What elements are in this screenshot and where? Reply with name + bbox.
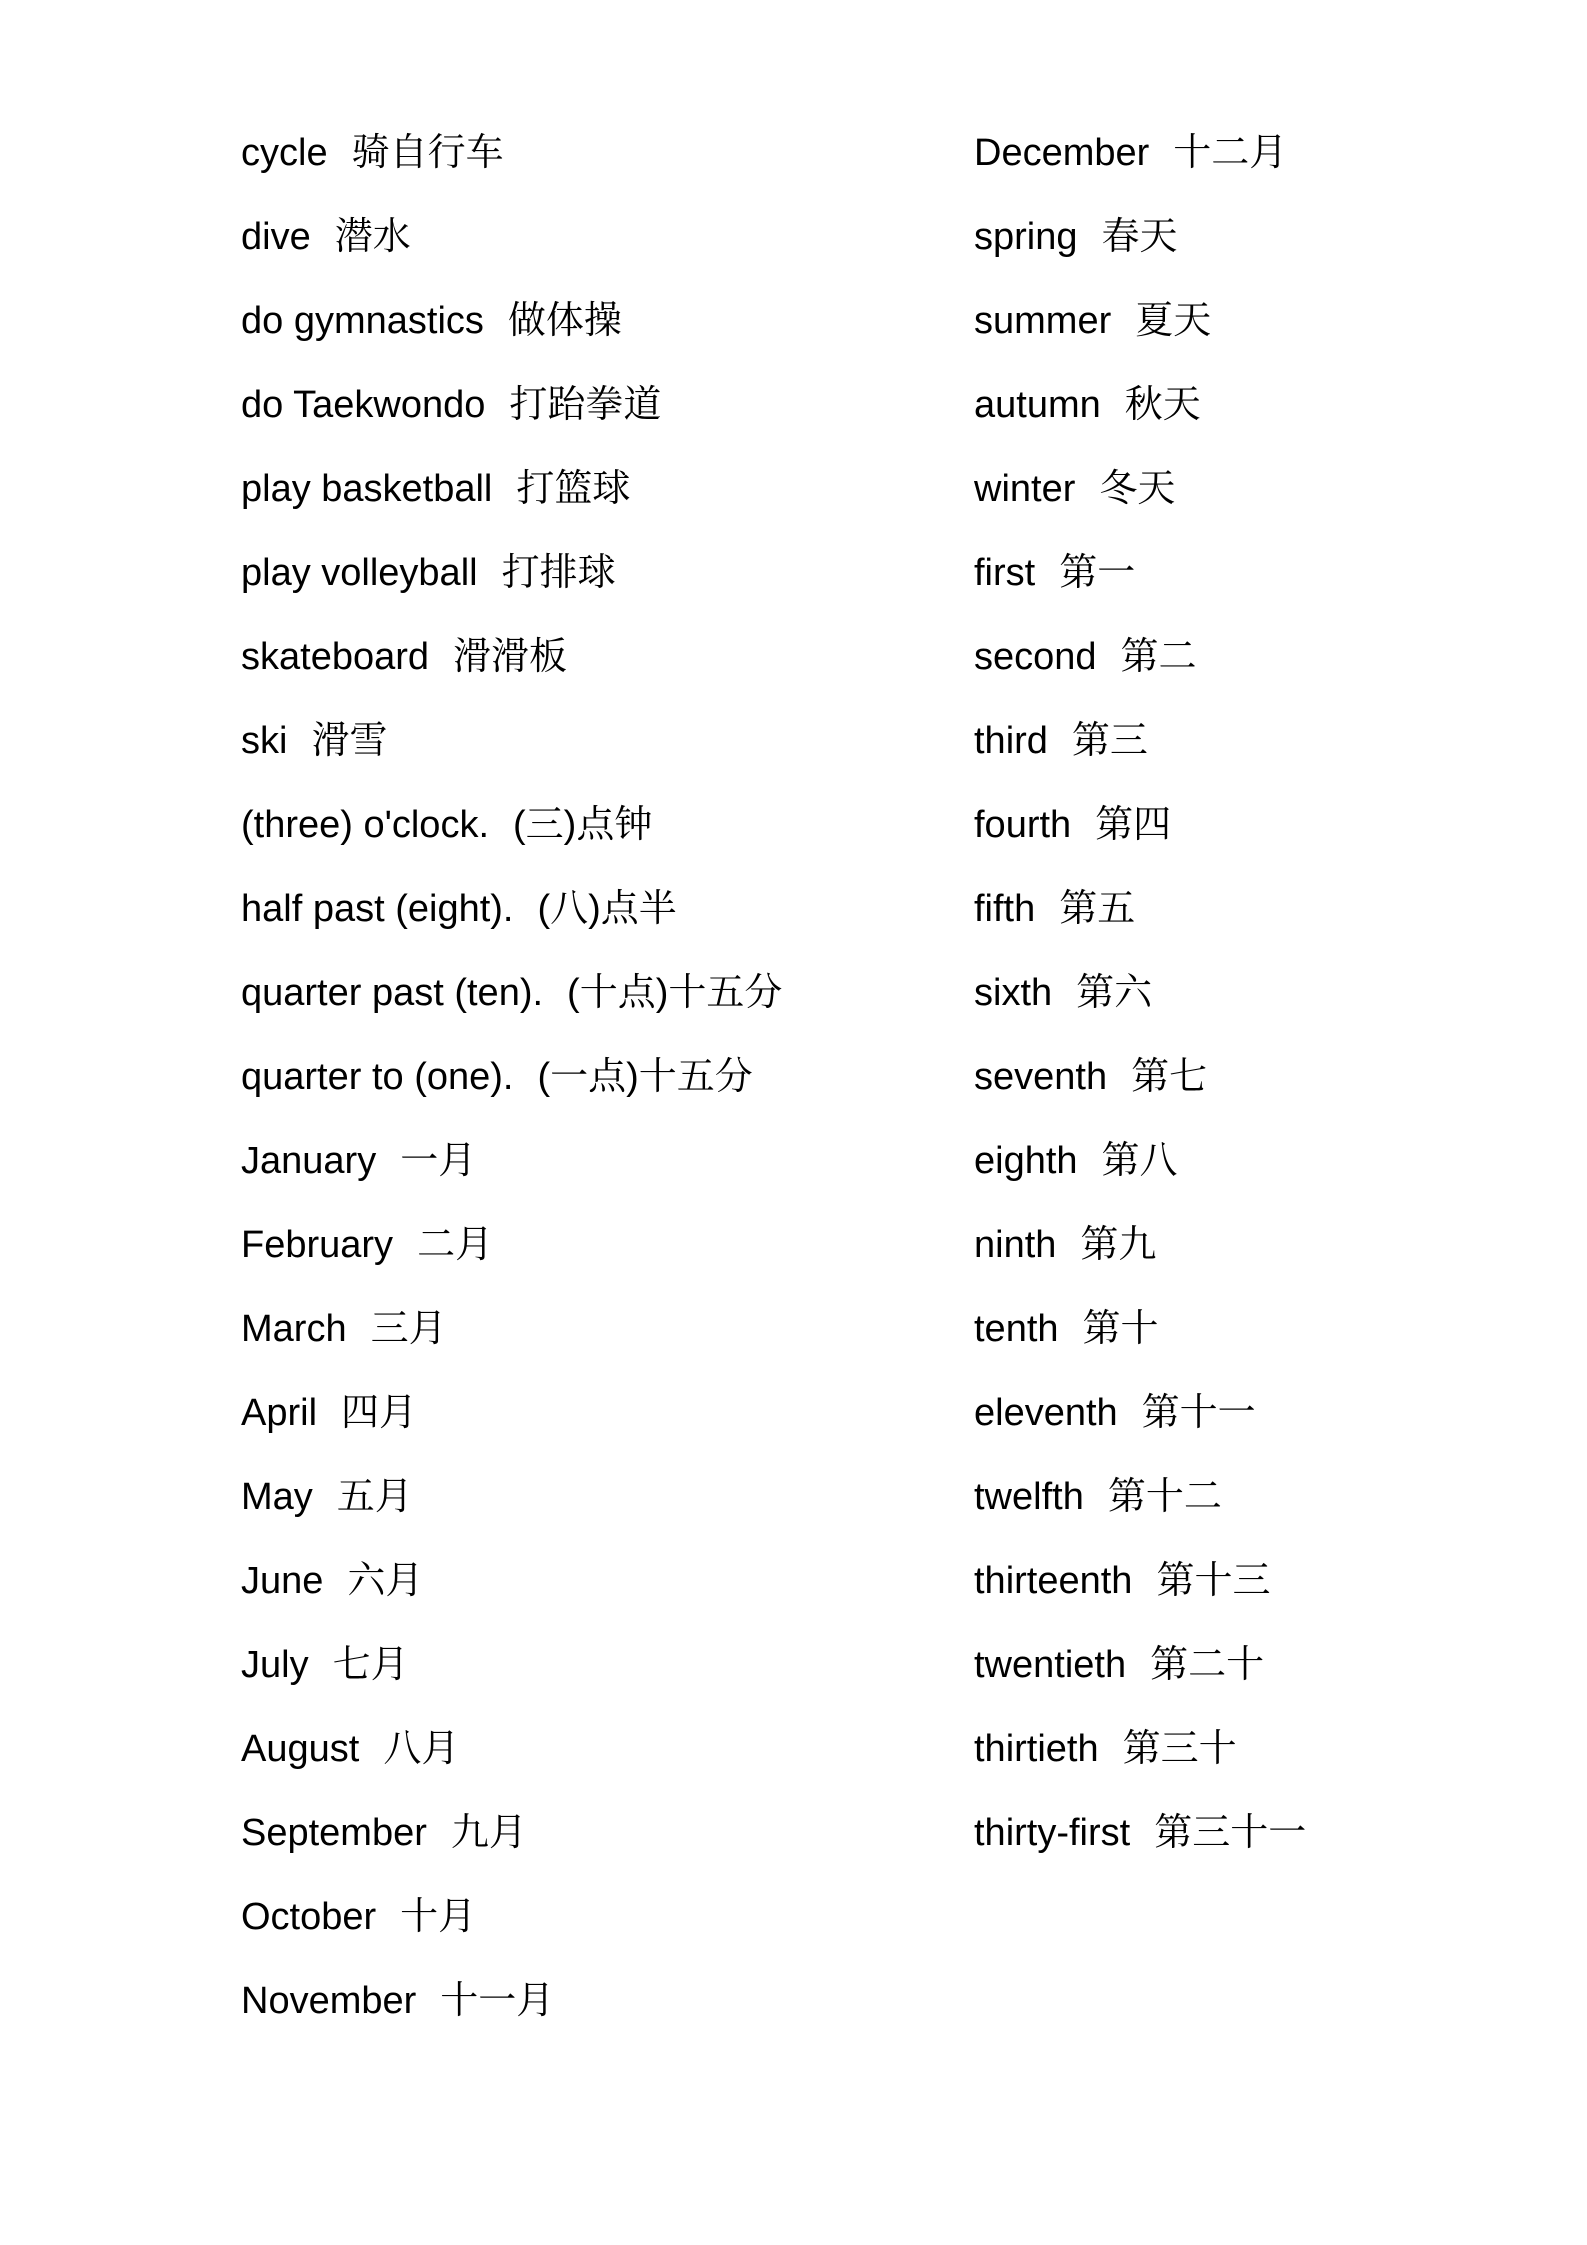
chinese-translation: 第二十 xyxy=(1150,1644,1265,1686)
english-term: spring xyxy=(974,216,1078,258)
vocabulary-entry xyxy=(974,124,1306,208)
vocabulary-entry xyxy=(974,1384,1306,1468)
vocabulary-entry xyxy=(241,1552,782,1636)
chinese-translation: 一月 xyxy=(400,1140,477,1182)
chinese-translation: 第十 xyxy=(1082,1308,1159,1350)
chinese-translation: 三月 xyxy=(370,1308,447,1350)
english-term: May xyxy=(241,1476,313,1518)
chinese-translation: 冬天 xyxy=(1099,468,1176,510)
chinese-translation: 四月 xyxy=(341,1392,418,1434)
english-term: first xyxy=(974,552,1036,594)
english-term: twelfth xyxy=(974,1476,1084,1518)
english-term: March xyxy=(241,1308,347,1350)
english-term: seventh xyxy=(974,1056,1108,1098)
vocabulary-entry xyxy=(974,292,1306,376)
chinese-translation: 做体操 xyxy=(507,300,622,342)
chinese-translation: 第十一 xyxy=(1141,1392,1256,1434)
chinese-translation: (一点)十五分 xyxy=(537,1056,753,1098)
english-term: cycle xyxy=(241,132,328,174)
chinese-translation: 第二 xyxy=(1120,636,1197,678)
english-term: half past (eight). xyxy=(241,888,514,930)
vocabulary-entry xyxy=(974,1804,1306,1888)
chinese-translation: 第十二 xyxy=(1107,1476,1222,1518)
chinese-translation: 潜水 xyxy=(334,216,411,258)
chinese-translation: 秋天 xyxy=(1124,384,1201,426)
vocabulary-entry xyxy=(241,1384,782,1468)
english-term: do gymnastics xyxy=(241,300,484,342)
chinese-translation: 九月 xyxy=(450,1812,527,1854)
vocabulary-entry xyxy=(974,460,1306,544)
english-term: autumn xyxy=(974,384,1101,426)
english-term: eighth xyxy=(974,1140,1078,1182)
vocabulary-entry xyxy=(974,1468,1306,1552)
chinese-translation: 十二月 xyxy=(1173,132,1288,174)
vocabulary-entry xyxy=(974,208,1306,292)
chinese-translation: 打跆拳道 xyxy=(509,384,662,426)
chinese-translation: 打排球 xyxy=(501,552,616,594)
english-term: thirty-first xyxy=(974,1812,1131,1854)
vocabulary-entry xyxy=(974,712,1306,796)
vocabulary-entry xyxy=(974,628,1306,712)
vocabulary-entry xyxy=(974,1132,1306,1216)
chinese-translation: 第三 xyxy=(1071,720,1148,762)
vocabulary-entry xyxy=(974,1636,1306,1720)
vocabulary-entry xyxy=(974,376,1306,460)
vocabulary-entry xyxy=(241,1804,782,1888)
chinese-translation: 第一 xyxy=(1059,552,1136,594)
vocabulary-entry xyxy=(241,1132,782,1216)
chinese-translation: 骑自行车 xyxy=(351,132,504,174)
vocabulary-entry xyxy=(241,796,782,880)
vocabulary-entry xyxy=(974,964,1306,1048)
vocabulary-entry xyxy=(241,1972,782,2056)
vocabulary-entry xyxy=(974,1216,1306,1300)
vocabulary-entry xyxy=(241,292,782,376)
english-term: tenth xyxy=(974,1308,1059,1350)
chinese-translation: 第三十 xyxy=(1122,1728,1237,1770)
vocabulary-entry xyxy=(241,376,782,460)
vocabulary-entry xyxy=(241,1888,782,1972)
chinese-translation: 第十三 xyxy=(1156,1560,1271,1602)
english-term: play volleyball xyxy=(241,552,478,594)
chinese-translation: 夏天 xyxy=(1135,300,1212,342)
vocabulary-entry xyxy=(241,880,782,964)
chinese-translation: 第三十一 xyxy=(1154,1812,1307,1854)
vocabulary-entry xyxy=(241,208,782,292)
vocabulary-entry xyxy=(974,796,1306,880)
english-term: second xyxy=(974,636,1097,678)
vocabulary-entry xyxy=(974,1300,1306,1384)
english-term: December xyxy=(974,132,1150,174)
vocabulary-entry xyxy=(241,544,782,628)
english-term: January xyxy=(241,1140,377,1182)
chinese-translation: 第六 xyxy=(1076,972,1153,1014)
vocabulary-entry xyxy=(241,1720,782,1804)
vocabulary-entry xyxy=(241,1300,782,1384)
english-term: July xyxy=(241,1644,309,1686)
vocabulary-entry xyxy=(241,1636,782,1720)
chinese-translation: 春天 xyxy=(1101,216,1178,258)
chinese-translation: 滑雪 xyxy=(311,720,388,762)
vocabulary-entry xyxy=(974,544,1306,628)
english-term: sixth xyxy=(974,972,1053,1014)
vocabulary-column-left xyxy=(241,124,782,2056)
english-term: play basketball xyxy=(241,468,493,510)
english-term: summer xyxy=(974,300,1112,342)
chinese-translation: (三)点钟 xyxy=(513,804,653,846)
english-term: third xyxy=(974,720,1048,762)
vocabulary-entry xyxy=(241,1468,782,1552)
chinese-translation: 八月 xyxy=(383,1728,460,1770)
chinese-translation: 第八 xyxy=(1101,1140,1178,1182)
vocabulary-entry xyxy=(241,964,782,1048)
english-term: quarter past (ten). xyxy=(241,972,544,1014)
english-term: skateboard xyxy=(241,636,430,678)
chinese-translation: 十月 xyxy=(400,1896,477,1938)
vocabulary-entry xyxy=(241,460,782,544)
english-term: February xyxy=(241,1224,394,1266)
chinese-translation: 第七 xyxy=(1131,1056,1208,1098)
vocabulary-entry xyxy=(974,1048,1306,1132)
english-term: eleventh xyxy=(974,1392,1118,1434)
chinese-translation: 七月 xyxy=(332,1644,409,1686)
vocabulary-entry xyxy=(974,880,1306,964)
chinese-translation: 第五 xyxy=(1059,888,1136,930)
english-term: September xyxy=(241,1812,427,1854)
chinese-translation: 打篮球 xyxy=(516,468,631,510)
english-term: ninth xyxy=(974,1224,1057,1266)
chinese-translation: (八)点半 xyxy=(537,888,677,930)
english-term: do Taekwondo xyxy=(241,384,486,426)
english-term: winter xyxy=(974,468,1076,510)
english-term: October xyxy=(241,1896,377,1938)
vocabulary-entry xyxy=(241,712,782,796)
chinese-translation: (十点)十五分 xyxy=(567,972,783,1014)
chinese-translation: 六月 xyxy=(347,1560,424,1602)
vocabulary-column-right xyxy=(974,124,1306,1888)
english-term: twentieth xyxy=(974,1644,1127,1686)
chinese-translation: 二月 xyxy=(417,1224,494,1266)
english-term: ski xyxy=(241,720,288,762)
english-term: fourth xyxy=(974,804,1072,846)
chinese-translation: 滑滑板 xyxy=(453,636,568,678)
vocabulary-entry xyxy=(241,124,782,208)
english-term: June xyxy=(241,1560,324,1602)
english-term: thirtieth xyxy=(974,1728,1099,1770)
english-term: quarter to (one). xyxy=(241,1056,514,1098)
chinese-translation: 五月 xyxy=(336,1476,413,1518)
vocabulary-entry xyxy=(241,1216,782,1300)
vocabulary-entry xyxy=(241,628,782,712)
vocabulary-entry xyxy=(974,1552,1306,1636)
english-term: fifth xyxy=(974,888,1036,930)
vocabulary-entry xyxy=(974,1720,1306,1804)
chinese-translation: 十一月 xyxy=(440,1980,555,2022)
vocabulary-entry xyxy=(241,1048,782,1132)
english-term: November xyxy=(241,1980,417,2022)
english-term: April xyxy=(241,1392,318,1434)
english-term: dive xyxy=(241,216,311,258)
english-term: August xyxy=(241,1728,360,1770)
english-term: thirteenth xyxy=(974,1560,1133,1602)
english-term: (three) o'clock. xyxy=(241,804,490,846)
chinese-translation: 第四 xyxy=(1095,804,1172,846)
chinese-translation: 第九 xyxy=(1080,1224,1157,1266)
